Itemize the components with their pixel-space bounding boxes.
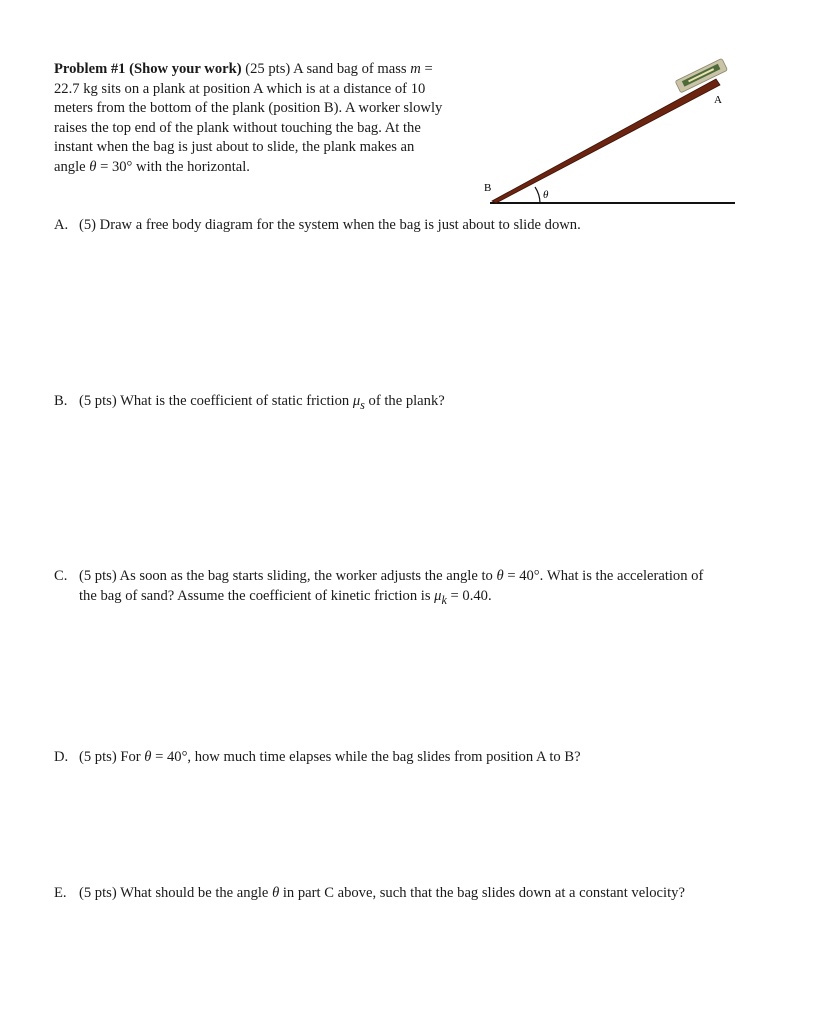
show-work-note: (Show your work) [129,61,242,77]
problem-title: Problem #1 [54,61,126,77]
problem-line-4: raises the top end of the plank without touching the bag. At the [54,119,421,136]
mu-k-value: = 0.40. [446,587,492,604]
question-e [54,884,774,904]
theta-c-symbol: θ [496,568,504,584]
question-c-line-2 [54,587,774,611]
question-d [54,748,774,768]
question-d-label: D. [54,749,69,765]
question-c-text: (5 pts) As soon as the bag starts sliding, the worker adjusts the angle to [79,568,493,584]
mu-k-symbol: μ [434,587,442,604]
question-c-label: C. [54,568,68,584]
question-d-text: (5 pts) For [79,749,141,765]
problem-text-1: A sand bag of mass [293,61,407,77]
mass-symbol: m [410,61,421,77]
angle-value: = 30° with the horizontal. [96,158,250,175]
question-b-end: of the plank? [364,393,445,409]
question-c [54,567,774,610]
question-b [54,392,774,416]
label-b: B [484,182,492,194]
plank [492,79,720,203]
mass-equals: = [420,61,433,77]
incline-diagram [480,55,750,215]
theta-d-symbol: θ [144,749,152,765]
angle-word: angle [54,158,86,175]
problem-line-1 [54,60,479,80]
question-c-angle: = 40°. What is the acceleration of [503,568,704,584]
question-b-label: B. [54,393,68,409]
question-a-label: A. [54,217,69,233]
theta-e-symbol: θ [272,885,280,901]
problem-line-2: 22.7 kg sits on a plank at position A which is at a distance of 10 [54,80,426,97]
problem-points: (25 pts) [245,61,291,77]
problem-line-5: instant when the bag is just about to slide, the plank makes an [54,139,415,156]
question-e-label: E. [54,885,67,901]
label-theta: θ [543,189,549,201]
question-e-text: (5 pts) What should be the angle [79,885,269,901]
theta-symbol: θ [89,158,97,175]
problem-line-3: meters from the bottom of the plank (position B). A worker slowly [54,100,443,117]
question-c-text-2: the bag of sand? Assume the coefficient of kinetic friction is [79,587,431,604]
mu-s-symbol: μ [352,393,361,409]
problem-line-6 [54,158,479,178]
question-e-end: in part C above, such that the bag slides down at a constant velocity? [279,885,685,901]
mu-k-subscript: k [441,592,447,607]
question-a [54,216,774,236]
question-d-end: = 40°, how much time elapses while the bag slides from position A to B? [151,749,581,765]
label-a: A [714,94,722,106]
question-b-text: (5 pts) What is the coefficient of static friction [79,393,350,409]
question-a-text: (5) Draw a free body diagram for the system when the bag is just about to slide down. [79,217,581,233]
problem-statement [54,60,479,178]
angle-arc [535,187,540,203]
mu-s-subscript: s [360,397,365,412]
